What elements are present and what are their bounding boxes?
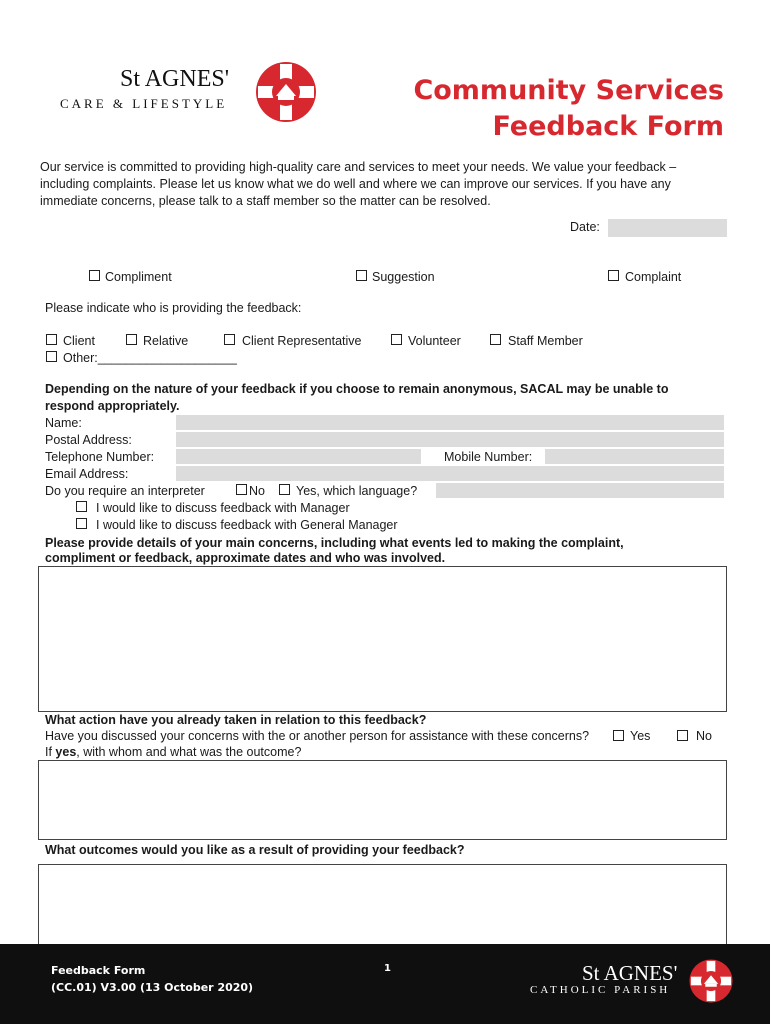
interpreter-yes-label: Yes, which language?	[296, 484, 418, 498]
interpreter-label: Do you require an interpreter	[45, 484, 205, 498]
client-representative-label: Client Representative	[242, 334, 362, 348]
outcomes-textarea[interactable]	[38, 864, 727, 954]
telephone-field[interactable]	[176, 449, 421, 464]
footer-logo-name: St AGNES'	[582, 961, 678, 985]
logo-name: St AGNES'	[120, 66, 230, 92]
other-checkbox[interactable]	[46, 351, 57, 362]
name-label: Name:	[45, 416, 82, 430]
name-field[interactable]	[176, 415, 724, 430]
form-title-line2: Feedback Form	[492, 111, 724, 142]
footer-cross-emblem-icon	[688, 958, 734, 1004]
footer-version: (CC.01) V3.00 (13 October 2020)	[51, 981, 254, 994]
form-title-line1: Community Services	[413, 75, 724, 106]
if-yes-prefix: If	[45, 745, 56, 759]
outcome-textarea[interactable]	[38, 760, 727, 840]
email-field[interactable]	[176, 466, 724, 481]
date-label: Date:	[570, 220, 600, 234]
page-footer	[0, 944, 770, 1024]
cross-emblem-icon	[254, 60, 318, 124]
date-field[interactable]	[608, 219, 727, 237]
suggestion-checkbox[interactable]	[356, 270, 367, 281]
other-label: Other:____________________	[63, 351, 237, 365]
if-yes-rest: , with whom and what was the outcome?	[76, 745, 302, 759]
concerns-heading-line-2: compliment or feedback, approximate dates and who was involved.	[45, 551, 446, 565]
telephone-label: Telephone Number:	[45, 450, 155, 464]
interpreter-no-checkbox[interactable]	[236, 484, 247, 495]
action-heading: What action have you already taken in relation to this feedback?	[45, 713, 427, 727]
postal-address-field[interactable]	[176, 432, 724, 447]
relative-label: Relative	[143, 334, 189, 348]
language-field[interactable]	[436, 483, 724, 498]
footer-logo-tagline: CATHOLIC PARISH	[530, 984, 671, 996]
relative-checkbox[interactable]	[126, 334, 137, 345]
discussed-yes-checkbox[interactable]	[613, 730, 624, 741]
discuss-manager-label: I would like to discuss feedback with Manager	[96, 501, 350, 515]
mobile-field[interactable]	[545, 449, 724, 464]
email-label: Email Address:	[45, 467, 129, 481]
if-yes-prompt	[45, 744, 301, 760]
complaint-checkbox[interactable]	[608, 270, 619, 281]
client-checkbox[interactable]	[46, 334, 57, 345]
discussed-question: Have you discussed your concerns with the or another person for assistance with these concerns?	[45, 729, 590, 743]
discuss-gm-checkbox[interactable]	[76, 518, 87, 529]
discussed-yes-label: Yes	[630, 729, 651, 743]
staff-member-checkbox[interactable]	[490, 334, 501, 345]
discussed-no-checkbox[interactable]	[677, 730, 688, 741]
complaint-label: Complaint	[625, 270, 682, 284]
mobile-label: Mobile Number:	[444, 450, 533, 464]
intro-line-1: Our service is committed to providing high-quality care and services to meet your needs. We value your feedback –	[40, 160, 677, 174]
if-yes-bold: yes	[55, 745, 77, 759]
header-logo	[58, 60, 328, 120]
interpreter-no-label: No	[249, 484, 265, 498]
client-representative-checkbox[interactable]	[224, 334, 235, 345]
provider-prompt: Please indicate who is providing the feedback:	[45, 301, 302, 315]
compliment-label: Compliment	[105, 270, 172, 284]
postal-address-label: Postal Address:	[45, 433, 132, 447]
intro-line-2: including complaints. Please let us know what we do well and where we can improve our services. If you have any	[40, 177, 671, 191]
discussed-no-label: No	[696, 729, 712, 743]
client-label: Client	[63, 334, 95, 348]
page-number: 1	[384, 963, 391, 974]
logo-tagline: CARE & LIFESTYLE	[60, 96, 228, 111]
staff-member-label: Staff Member	[508, 334, 583, 348]
discuss-gm-label: I would like to discuss feedback with General Manager	[96, 518, 398, 532]
volunteer-label: Volunteer	[408, 334, 461, 348]
discuss-manager-checkbox[interactable]	[76, 501, 87, 512]
volunteer-checkbox[interactable]	[391, 334, 402, 345]
concerns-textarea[interactable]	[38, 566, 727, 712]
anonymous-note-line-1: Depending on the nature of your feedback if you choose to remain anonymous, SACAL may be unable to	[45, 382, 669, 396]
concerns-heading-line-1: Please provide details of your main concerns, including what events led to making the complaint,	[45, 536, 624, 550]
compliment-checkbox[interactable]	[89, 270, 100, 281]
intro-line-3: immediate concerns, please talk to a staff member so the matter can be resolved.	[40, 194, 491, 208]
suggestion-label: Suggestion	[372, 270, 435, 284]
interpreter-yes-checkbox[interactable]	[279, 484, 290, 495]
footer-form-name: Feedback Form	[51, 964, 146, 977]
outcomes-heading: What outcomes would you like as a result of providing your feedback?	[45, 843, 465, 857]
anonymous-note-line-2: respond appropriately.	[45, 399, 180, 413]
